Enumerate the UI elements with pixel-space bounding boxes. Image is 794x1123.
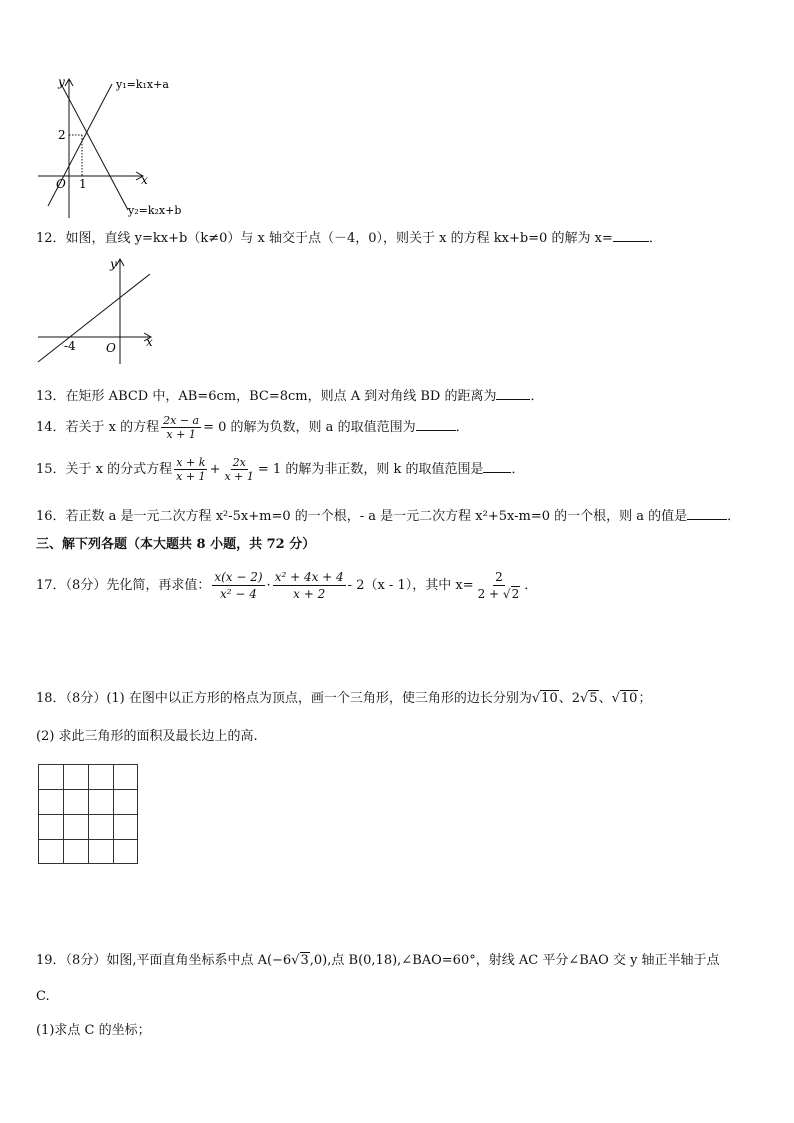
q17-mid: - 2（x - 1），其中 x= <box>347 578 474 593</box>
q19-suffix: ,0),点 B(0,18),∠BAO=60°，射线 AC 平分∠BAO 交 y 轴正半轴于点 <box>309 953 720 968</box>
question-12 <box>36 228 662 248</box>
q15-suffix: = 1 的解为非正数，则 k 的取值范围是 <box>257 462 484 477</box>
question-18-part-1: 18．（8分）(1) 在图中以正方形的格点为顶点，画一个三角形，使三角形的边长分别为√10、2√5、√10； <box>36 691 652 706</box>
line-kx-b <box>38 274 150 362</box>
q18-radicand-3: 10 <box>620 691 638 706</box>
graph-1 <box>30 72 190 222</box>
q13-end: ． <box>530 389 544 404</box>
q17-den3-radicand: 2 <box>511 587 520 601</box>
q18-radicand-2: 5 <box>589 691 598 706</box>
q14-end: ． <box>455 420 469 435</box>
question-19-part-1: (1)求点 C 的坐标； <box>36 1023 151 1038</box>
question-19: 19．（8分）如图,平面直角坐标系中点 A(−6√3,0),点 B(0,18),∠BAO=60°，射线 AC 平分∠BAO 交 y 轴正半轴于点 <box>36 953 720 968</box>
question-17 <box>36 566 537 606</box>
q17-numerator-3: 2 <box>495 570 503 584</box>
square-grid[interactable] <box>38 764 138 864</box>
q15-denominator-1: x + 1 <box>176 470 206 483</box>
q15-numerator-2: 2x <box>232 456 246 469</box>
q17-dot: · <box>266 578 271 593</box>
q14-numerator: 2x − a <box>163 414 200 427</box>
q12-end: ． <box>648 231 662 246</box>
q17-end: ． <box>524 578 538 593</box>
q17-numerator-1: x(x − 2) <box>214 570 263 584</box>
origin-label: O <box>106 341 116 355</box>
q16-answer-blank[interactable] <box>687 506 727 520</box>
y-label: y <box>58 75 65 89</box>
q15-plus: + <box>209 462 221 477</box>
tick-x-1: 1 <box>79 177 87 191</box>
q18-radicand-1: 10 <box>541 691 558 706</box>
q17-fraction-3 <box>476 569 523 602</box>
tick-x-neg4: -4 <box>64 339 76 353</box>
line-y2 <box>60 82 128 210</box>
q17-numerator-2: x² + 4x + 4 <box>274 570 344 584</box>
question-16 <box>36 506 740 526</box>
q17-fraction-1 <box>212 569 264 602</box>
question-19-cont: C. <box>36 989 50 1004</box>
q16-end: ． <box>727 509 741 524</box>
q15-numerator-1: x + k <box>176 456 206 469</box>
section-3-heading: 三、解下列各题（本大题共 8 小题，共 72 分） <box>36 537 316 552</box>
q17-denominator-2: x + 2 <box>293 587 326 601</box>
x-label: x <box>146 335 153 349</box>
q14-suffix: = 0 的解为负数，则 a 的取值范围为 <box>203 420 416 435</box>
origin-label: O <box>56 177 66 191</box>
q15-fraction-2 <box>222 456 255 483</box>
q17-denominator-1: x² − 4 <box>219 587 257 601</box>
q13-answer-blank[interactable] <box>496 386 530 400</box>
question-14 <box>36 412 469 444</box>
q15-prefix: 15．关于 x 的分式方程 <box>36 462 173 477</box>
q17-fraction-2 <box>273 569 346 602</box>
q14-prefix: 14．若关于 x 的方程 <box>36 420 160 435</box>
q14-fraction <box>161 414 201 441</box>
q15-end: ． <box>511 462 525 477</box>
line2-label: y₂=k₂x+b <box>128 204 182 217</box>
q12-answer-blank[interactable] <box>613 228 649 242</box>
q17-den3-a: 2 + <box>477 587 503 601</box>
q18-sep-2: 、 <box>598 691 612 706</box>
question-15 <box>36 454 524 486</box>
y-label: y <box>110 257 117 271</box>
q13-text: 13．在矩形 ABCD 中，AB=6cm，BC=8cm，则点 A 到对角线 BD 的距离为 <box>36 389 497 404</box>
q14-answer-blank[interactable] <box>416 417 456 431</box>
q18-prefix: 18．（8分）(1) 在图中以正方形的格点为顶点，画一个三角形，使三角形的边长分别为 <box>36 691 532 706</box>
x-label: x <box>141 173 148 187</box>
q12-text: 12．如图，直线 y=kx+b（k≠0）与 x 轴交于点（－4，0），则关于 x 的方程 kx+b=0 的解为 x= <box>36 231 613 246</box>
q15-denominator-2: x + 1 <box>224 470 254 483</box>
question-13 <box>36 386 544 406</box>
q14-denominator: x + 1 <box>166 428 196 441</box>
q18-sep-1: 、2 <box>558 691 580 706</box>
q15-answer-blank[interactable] <box>483 459 511 473</box>
graph-2 <box>34 254 164 366</box>
line1-label: y₁=k₁x+a <box>116 78 169 91</box>
tick-y-2: 2 <box>58 128 66 142</box>
q17-denominator-3: 2 + √2 <box>477 587 520 601</box>
q17-prefix: 17．（8分）先化简，再求值： <box>36 578 211 593</box>
q18-end: ； <box>638 691 652 706</box>
q19-prefix: 19．（8分）如图,平面直角坐标系中点 A(−6 <box>36 953 292 968</box>
q16-text: 16．若正数 a 是一元二次方程 x²-5x+m=0 的一个根，- a 是一元二次方程 x²+5x-m=0 的一个根，则 a 的值是 <box>36 509 688 524</box>
question-18-part-2: (2) 求此三角形的面积及最长边上的高. <box>36 729 258 744</box>
q15-fraction-1 <box>174 456 207 483</box>
q19-radicand: 3 <box>300 953 309 968</box>
